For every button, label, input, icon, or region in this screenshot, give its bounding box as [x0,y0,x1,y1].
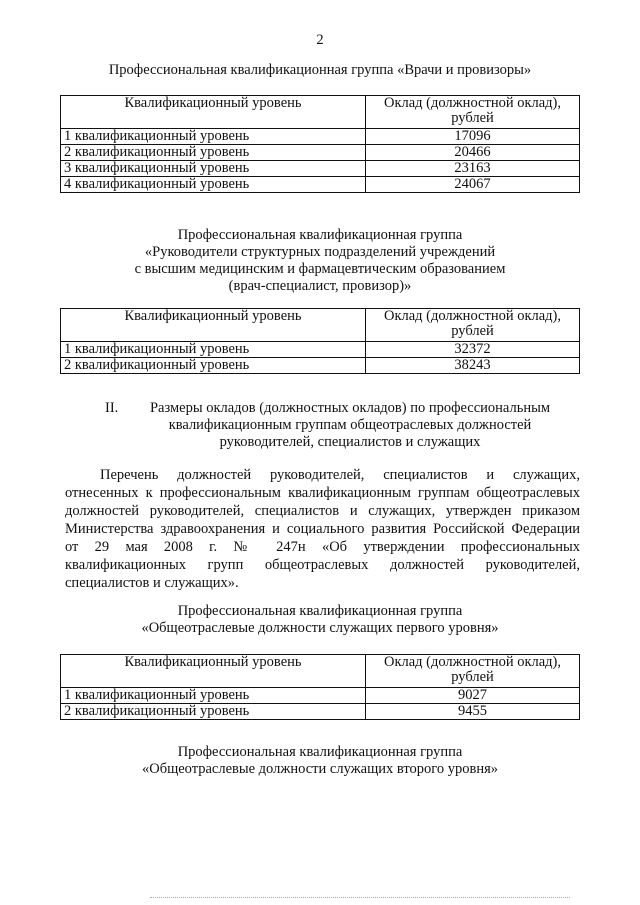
level-cell: 1 квалификационный уровень [61,129,366,145]
column-header-salary: Оклад (должностной оклад), рублей [366,96,580,129]
level-cell: 1 квалификационный уровень [61,688,366,704]
body-paragraph: Перечень должностей руководителей, специалистов и служащих, отнесенных к профессиональным квалификационным группам общеотраслевых должностей руководителей, специалистов и служащих, утвержден приказом Министерства здравоохранения и социального развития Российской Федерации от 29 мая 2008 г. № 247н «Об утверждении профессиональных квалификационных групп общеотраслевых должностей руководителей, специалистов и служащих». [65,467,580,591]
level-cell: 3 квалификационный уровень [61,161,366,177]
table-row [61,688,580,704]
section-title: Размеры окладов (должностных окладов) по профессиональным квалификационным группам общеотраслевых должностей руководителей, специалистов и служащих [149,400,551,450]
salary-table-managers [60,308,580,374]
level-cell: 2 квалификационный уровень [61,145,366,161]
page-number: 2 [316,32,324,48]
group-heading-managers [60,227,580,295]
table-row [61,704,580,720]
group-heading-first-level [60,603,580,637]
table-row [61,177,580,193]
group-heading-line: (врач-специалист, провизор)» [228,278,412,294]
salary-cell: 9027 [366,688,580,704]
group-heading-line: «Общеотраслевые должности служащих первого уровня» [141,620,499,636]
salary-table-doctors [60,95,580,193]
group-heading-second-level [60,744,580,778]
salary-cell: 32372 [366,342,580,358]
table-row [61,161,580,177]
level-cell: 1 квалификационный уровень [61,342,366,358]
table-row [61,145,580,161]
group-heading-line: «Руководители структурных подразделений учреждений [144,244,496,260]
salary-cell: 23163 [366,161,580,177]
column-header-level: Квалификационный уровень [61,96,366,129]
level-cell: 2 квалификационный уровень [61,704,366,720]
table-header-row [61,309,580,342]
table-header-row [61,655,580,688]
group-heading-line: «Общеотраслевые должности служащих второго уровня» [141,761,499,777]
salary-cell: 9455 [366,704,580,720]
salary-cell: 24067 [366,177,580,193]
level-cell: 4 квалификационный уровень [61,177,366,193]
section-heading [60,400,580,451]
salary-table-first-level [60,654,580,720]
group-heading-line: Профессиональная квалификационная группа [177,603,463,619]
salary-cell: 38243 [366,358,580,374]
group-heading-doctors [60,62,580,79]
column-header-level: Квалификационный уровень [61,655,366,688]
group-heading-line: Профессиональная квалификационная группа [177,744,463,760]
section-number: II. [105,400,119,416]
salary-cell: 17096 [366,129,580,145]
column-header-salary: Оклад (должностной оклад), рублей [366,655,580,688]
table-row [61,358,580,374]
group-heading-line: Профессиональная квалификационная группа «Врачи и провизоры» [108,62,532,78]
table-row [61,342,580,358]
column-header-level: Квалификационный уровень [61,309,366,342]
table-header-row [61,96,580,129]
table-row [61,129,580,145]
level-cell: 2 квалификационный уровень [61,358,366,374]
scan-artifact-line [150,897,570,898]
column-header-salary: Оклад (должностной оклад), рублей [366,309,580,342]
group-heading-line: Профессиональная квалификационная группа [177,227,463,243]
salary-cell: 20466 [366,145,580,161]
group-heading-line: с высшим медицинским и фармацевтическим образованием [134,261,506,277]
